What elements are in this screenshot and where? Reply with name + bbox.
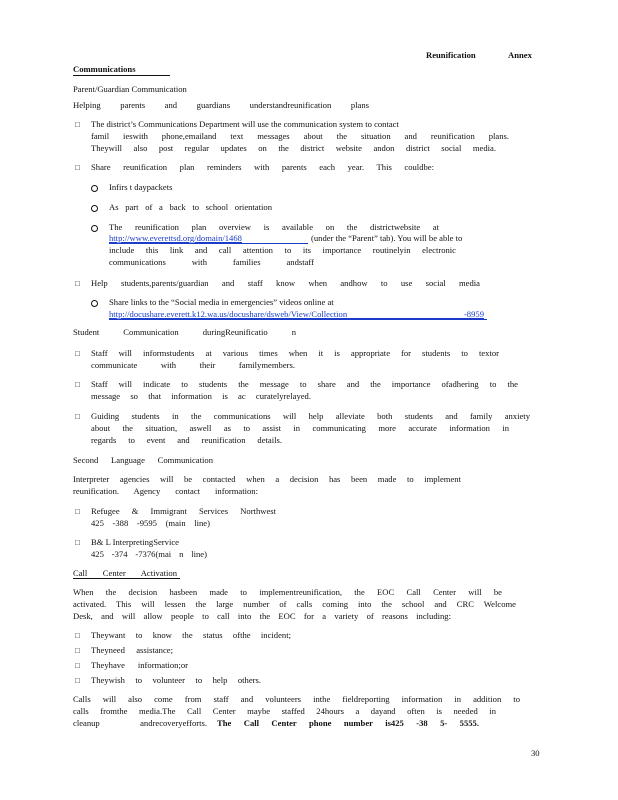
bullet-text: regards to event and reunification details. <box>91 435 282 445</box>
list-item: Theywant to know the status ofthe incident; <box>91 630 291 640</box>
body-text: cleanup andrecoveryefforts. <box>73 718 207 728</box>
circle-bullet-icon <box>91 205 98 212</box>
section-heading-second-language: Second Language Communication <box>73 455 213 465</box>
agency-name: B& L InterpretingService <box>91 537 179 547</box>
bullet-text: The district’s Communications Department will use the communication system to contact <box>91 119 399 129</box>
sub-bullet-text: communications with families andstaff <box>109 257 314 267</box>
sub-bullet-text: Share links to the “Social media in emergencies” videos online at <box>109 297 334 307</box>
square-bullet-icon: □ <box>75 412 80 421</box>
bullet-text: about the situation, aswell as to assist in communicating more accurate information in <box>91 423 509 433</box>
circle-bullet-icon <box>91 225 98 232</box>
list-item: Theywish to volunteer to help others. <box>91 675 261 685</box>
square-bullet-icon: □ <box>75 120 80 129</box>
body-text: Interpreter agencies will be contacted when a decision has been made to implement <box>73 474 461 484</box>
body-text: Calls will also come from staff and volunteers inthe fieldreporting information in addition to <box>73 694 520 704</box>
subheading-parent-guardian: Parent/Guardian Communication <box>73 84 187 94</box>
square-bullet-icon: □ <box>75 163 80 172</box>
bullet-text: Staff will informstudents at various times when it is appropriate for students to textor <box>91 348 499 358</box>
heading-underline <box>73 578 180 579</box>
bullet-text: famil ieswith phone,emailand text messages about the situation and reunification plans. <box>91 131 509 141</box>
circle-bullet-icon <box>91 300 98 307</box>
section-heading-communications: Communications <box>73 64 136 74</box>
square-bullet-icon: □ <box>75 380 80 389</box>
list-item: Theyneed assistance; <box>91 645 173 655</box>
section-heading-call-center: Call Center Activation <box>73 568 177 578</box>
section-heading-student: Student Communication duringReunificatio n <box>73 327 296 337</box>
sub-bullet-text: The reunification plan overview is available on the districtwebsite at <box>109 222 439 232</box>
square-bullet-icon: □ <box>75 646 80 655</box>
square-bullet-icon: □ <box>75 279 80 288</box>
square-bullet-icon: □ <box>75 507 80 516</box>
sub-bullet-text: Infirs t daypackets <box>109 182 173 192</box>
call-center-phone: The Call Center phone number is425 -38 5- 5555. <box>217 718 479 728</box>
bullet-text: Share reunification plan reminders with parents each year. This couldbe: <box>91 162 434 172</box>
district-website-link[interactable]: http://www.everettsd.org/domain/1468 <box>109 233 242 243</box>
body-text: calls fromthe media.The Call Center maybe staffed 24hours a dayand often is needed in <box>73 706 496 716</box>
body-text: Desk, and will allow people to call into the EOC for a variety of reasons including: <box>73 611 451 621</box>
agency-name: Refugee & Immigrant Services Northwest <box>91 506 276 516</box>
sub-bullet-text: As part of a back to school orientation <box>109 202 272 212</box>
bullet-text: message so that information is ac curatelyrelayed. <box>91 391 311 401</box>
intro-line: Helping parents and guardians understandreunification plans <box>73 100 369 110</box>
list-item: Theyhave information;or <box>91 660 188 670</box>
link-underline <box>109 243 308 244</box>
bullet-text: Guiding students in the communications will help alleviate both students and family anxiety <box>91 411 530 421</box>
bullet-text: Staff will indicate to students the message to share and the importance ofadhering to the <box>91 379 518 389</box>
square-bullet-icon: □ <box>75 349 80 358</box>
square-bullet-icon: □ <box>75 538 80 547</box>
header-title: Reunification <box>426 50 476 60</box>
square-bullet-icon: □ <box>75 676 80 685</box>
heading-underline <box>73 75 170 76</box>
body-text: activated. This will lessen the large number of calls coming into the school and CRC Welcome <box>73 599 516 609</box>
body-text: reunification. Agency contact information: <box>73 486 258 496</box>
square-bullet-icon: □ <box>75 661 80 670</box>
agency-phone: 425 -388 -9595 (main line) <box>91 518 210 528</box>
bullet-text: Help students,parents/guardian and staff know when andhow to use social media <box>91 278 480 288</box>
header-annex: Annex <box>508 50 532 60</box>
link-underline <box>109 319 487 320</box>
bullet-text: Theywill also post regular updates on the district website andon district social media. <box>91 143 496 153</box>
square-bullet-icon: □ <box>75 631 80 640</box>
bullet-text: communicate with their familymembers. <box>91 360 295 370</box>
social-media-videos-link[interactable]: http://docushare.everett.k12.wa.us/docushare/dsweb/View/Collection -8959 <box>109 309 484 319</box>
agency-phone: 425 -374 -7376(mai n line) <box>91 549 207 559</box>
sub-bullet-text: (under the “Parent” tab). You will be able to <box>311 233 463 243</box>
circle-bullet-icon <box>91 185 98 192</box>
body-text: When the decision hasbeen made to implementreunification, the EOC Call Center will be <box>73 587 502 597</box>
page-number: 30 <box>531 748 540 758</box>
sub-bullet-text: include this link and call attention to its importance routinelyin electronic <box>109 245 456 255</box>
